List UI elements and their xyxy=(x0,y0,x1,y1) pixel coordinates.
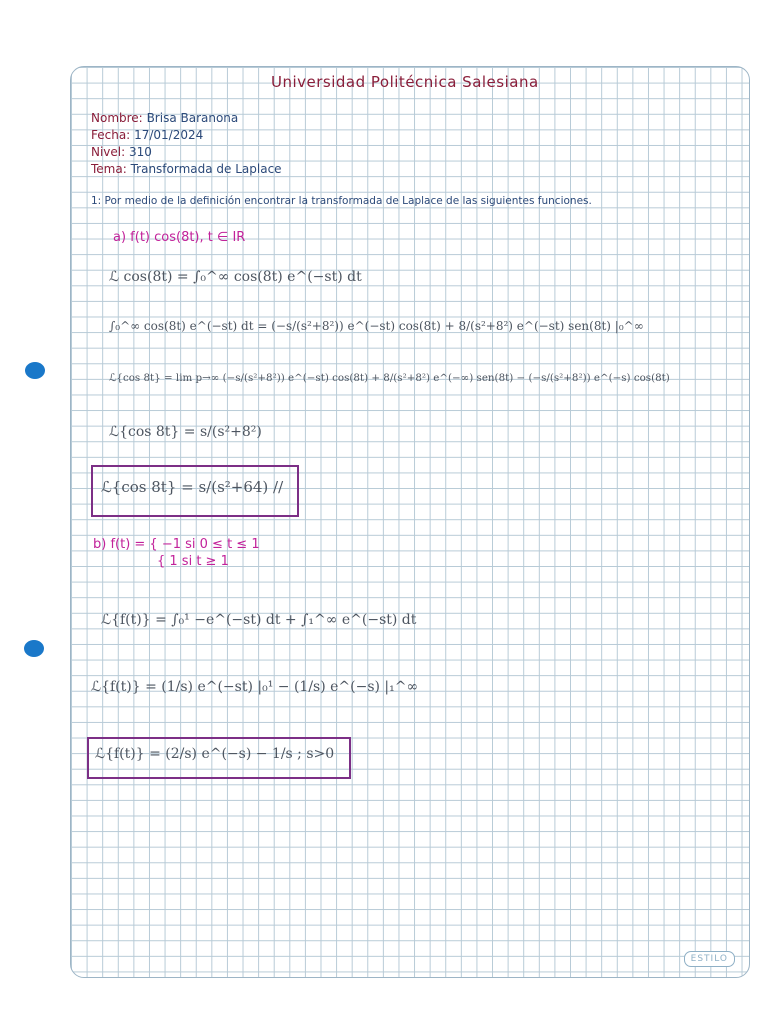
level-value: 310 xyxy=(129,145,152,159)
page-title: Universidad Politécnica Salesiana xyxy=(271,73,539,91)
date-row xyxy=(91,128,203,142)
date-label: Fecha: xyxy=(91,128,131,142)
part-b-step-2: ℒ{f(t)} = (1/s) e^(−st) |₀¹ − (1/s) e^(−s) |₁^∞ xyxy=(91,679,419,695)
topic-row xyxy=(91,162,282,176)
binder-hole-bottom xyxy=(24,640,44,657)
topic-value: Transformada de Laplace xyxy=(130,162,282,176)
topic-label: Tema: xyxy=(91,162,127,176)
part-b-step-1: ℒ{f(t)} = ∫₀¹ −e^(−st) dt + ∫₁^∞ e^(−st) dt xyxy=(101,612,417,628)
part-a-step-1: ℒ cos(8t) = ∫₀^∞ cos(8t) e^(−st) dt xyxy=(109,269,362,285)
part-b-result: ℒ{f(t)} = (2/s) e^(−s) − 1/s ; s>0 xyxy=(95,746,335,762)
binder-hole-top xyxy=(25,362,45,379)
part-a-result: ℒ{cos 8t} = s/(s²+64) // xyxy=(101,478,284,496)
part-a-step-3: ℒ{cos 8t} = lim p→∞ (−s/(s²+8²)) e^(−st) cos(8t) + 8/(s²+8²) e^(−∞) sen(8t) − (−s/(s²+8²)) e^(−s) cos(8t) xyxy=(109,372,670,384)
part-b-heading-line-1: b) f(t) = { −1 si 0 ≤ t ≤ 1 xyxy=(93,537,260,552)
date-value: 17/01/2024 xyxy=(134,128,204,142)
level-row xyxy=(91,145,152,159)
name-value: Brisa Baranona xyxy=(146,111,239,125)
name-label: Nombre: xyxy=(91,111,143,125)
grid-paper-sheet xyxy=(70,66,750,978)
part-a-result-box xyxy=(91,465,299,517)
part-a-heading: a) f(t) cos(8t), t ∈ IR xyxy=(113,230,246,245)
part-b-result-box xyxy=(87,737,351,779)
part-a-step-4: ℒ{cos 8t} = s/(s²+8²) xyxy=(109,424,262,440)
name-row xyxy=(91,111,238,125)
exercise-instruction: 1: Por medio de la definición encontrar la transformada de Laplace de las siguientes funciones. xyxy=(91,195,592,207)
part-a-step-2: ∫₀^∞ cos(8t) e^(−st) dt = (−s/(s²+8²)) e^(−st) cos(8t) + 8/(s²+8²) e^(−st) sen(8t) |₀^∞ xyxy=(109,319,644,333)
part-b-heading-line-2: { 1 si t ≥ 1 xyxy=(157,554,229,569)
estilo-brand-logo: ESTILO xyxy=(684,951,735,967)
level-label: Nivel: xyxy=(91,145,126,159)
